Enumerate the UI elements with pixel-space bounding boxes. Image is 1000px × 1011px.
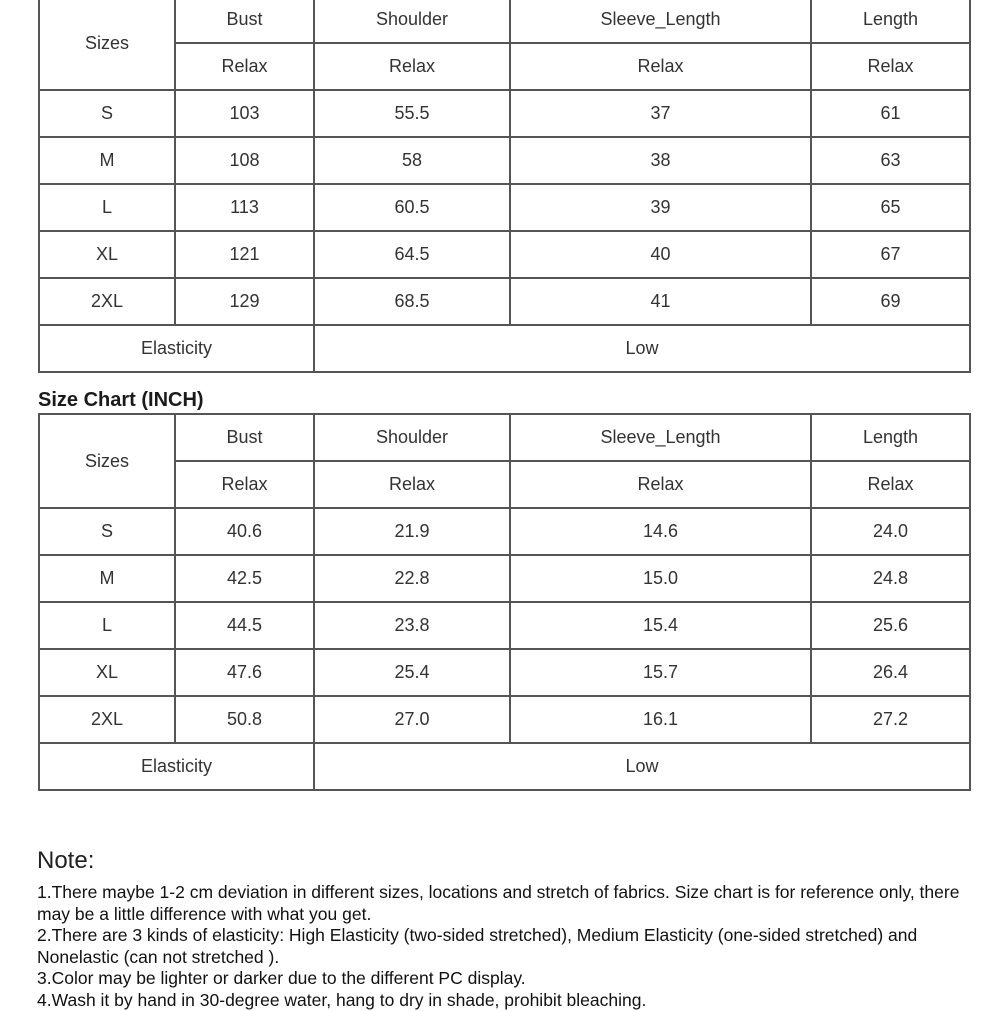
value-cell: 41 — [510, 278, 811, 325]
sizes-header: Sizes — [39, 0, 175, 90]
column-header-bust: Bust — [175, 414, 314, 461]
subheader-cell: Relax — [314, 461, 510, 508]
size-chart-cm-table — [38, 0, 971, 373]
table-row — [39, 555, 970, 602]
elasticity-value: Low — [314, 743, 970, 790]
table-row — [39, 184, 970, 231]
value-cell: 61 — [811, 90, 970, 137]
value-cell: 27.0 — [314, 696, 510, 743]
value-cell: 15.4 — [510, 602, 811, 649]
elasticity-row — [39, 325, 970, 372]
subheader-cell: Relax — [314, 43, 510, 90]
column-header-shoulder: Shoulder — [314, 414, 510, 461]
size-cell: L — [39, 184, 175, 231]
table-header-row — [39, 0, 970, 43]
subheader-cell: Relax — [175, 43, 314, 90]
note-item: 4.Wash it by hand in 30-degree water, hang to dry in shade, prohibit bleaching. — [37, 990, 972, 1011]
table-subheader-row — [39, 461, 970, 508]
size-cell: XL — [39, 231, 175, 278]
value-cell: 113 — [175, 184, 314, 231]
value-cell: 14.6 — [510, 508, 811, 555]
value-cell: 24.8 — [811, 555, 970, 602]
size-cell: 2XL — [39, 278, 175, 325]
value-cell: 25.4 — [314, 649, 510, 696]
size-cell: L — [39, 602, 175, 649]
note-item: 3.Color may be lighter or darker due to the different PC display. — [37, 968, 972, 990]
value-cell: 38 — [510, 137, 811, 184]
value-cell: 44.5 — [175, 602, 314, 649]
note-list — [37, 882, 972, 1011]
value-cell: 64.5 — [314, 231, 510, 278]
note-item: 2.There are 3 kinds of elasticity: High Elasticity (two-sided stretched), Medium Elasticity (one-sided stretched) and Nonelastic (can not stretched ). — [37, 925, 972, 968]
subheader-cell: Relax — [510, 461, 811, 508]
table-row — [39, 602, 970, 649]
size-cell: M — [39, 555, 175, 602]
column-header-sleeve-length: Sleeve_Length — [510, 0, 811, 43]
value-cell: 50.8 — [175, 696, 314, 743]
value-cell: 47.6 — [175, 649, 314, 696]
column-header-length: Length — [811, 0, 970, 43]
size-chart-inch-title: Size Chart (INCH) — [38, 388, 204, 412]
subheader-cell: Relax — [811, 43, 970, 90]
elasticity-row — [39, 743, 970, 790]
sizes-header: Sizes — [39, 414, 175, 508]
value-cell: 60.5 — [314, 184, 510, 231]
value-cell: 68.5 — [314, 278, 510, 325]
note-item: 1.There maybe 1-2 cm deviation in different sizes, locations and stretch of fabrics. Size chart is for reference only, there may be a little difference with what you get. — [37, 882, 972, 925]
value-cell: 37 — [510, 90, 811, 137]
value-cell: 27.2 — [811, 696, 970, 743]
elasticity-value: Low — [314, 325, 970, 372]
table-subheader-row — [39, 43, 970, 90]
value-cell: 121 — [175, 231, 314, 278]
value-cell: 22.8 — [314, 555, 510, 602]
table-row — [39, 137, 970, 184]
size-chart-inch-table — [38, 413, 971, 791]
table-row — [39, 649, 970, 696]
elasticity-label: Elasticity — [39, 325, 314, 372]
table-row — [39, 508, 970, 555]
value-cell: 55.5 — [314, 90, 510, 137]
value-cell: 40.6 — [175, 508, 314, 555]
size-cell: XL — [39, 649, 175, 696]
value-cell: 24.0 — [811, 508, 970, 555]
elasticity-label: Elasticity — [39, 743, 314, 790]
note-heading: Note: — [37, 846, 94, 876]
value-cell: 65 — [811, 184, 970, 231]
size-cell: S — [39, 508, 175, 555]
value-cell: 40 — [510, 231, 811, 278]
table-header-row — [39, 414, 970, 461]
table-row — [39, 231, 970, 278]
size-cell: 2XL — [39, 696, 175, 743]
column-header-sleeve-length: Sleeve_Length — [510, 414, 811, 461]
value-cell: 63 — [811, 137, 970, 184]
size-cell: M — [39, 137, 175, 184]
value-cell: 42.5 — [175, 555, 314, 602]
value-cell: 15.0 — [510, 555, 811, 602]
value-cell: 21.9 — [314, 508, 510, 555]
value-cell: 103 — [175, 90, 314, 137]
value-cell: 26.4 — [811, 649, 970, 696]
subheader-cell: Relax — [175, 461, 314, 508]
value-cell: 108 — [175, 137, 314, 184]
value-cell: 67 — [811, 231, 970, 278]
value-cell: 39 — [510, 184, 811, 231]
value-cell: 25.6 — [811, 602, 970, 649]
subheader-cell: Relax — [510, 43, 811, 90]
table-row — [39, 696, 970, 743]
column-header-shoulder: Shoulder — [314, 0, 510, 43]
table-row — [39, 90, 970, 137]
size-cell: S — [39, 90, 175, 137]
value-cell: 15.7 — [510, 649, 811, 696]
value-cell: 23.8 — [314, 602, 510, 649]
value-cell: 129 — [175, 278, 314, 325]
value-cell: 58 — [314, 137, 510, 184]
subheader-cell: Relax — [811, 461, 970, 508]
value-cell: 16.1 — [510, 696, 811, 743]
column-header-length: Length — [811, 414, 970, 461]
column-header-bust: Bust — [175, 0, 314, 43]
value-cell: 69 — [811, 278, 970, 325]
table-row — [39, 278, 970, 325]
